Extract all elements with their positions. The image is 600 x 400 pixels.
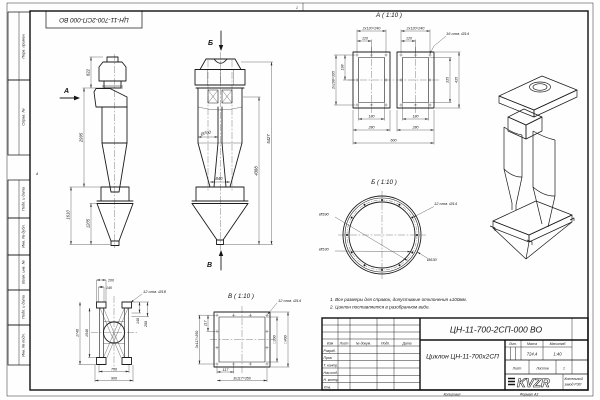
dim-1746: 1746 [75,329,80,337]
dim-holes-b: 12 отв. Ø14 [434,201,457,206]
detail-view-b [318,179,458,279]
detail-v-dims [195,298,302,382]
scale-label: Масштаб [549,342,566,347]
dim-2995: 2995 [78,132,84,143]
sheets-label: Листов [536,366,549,371]
bottom-margin [444,392,539,396]
dim-holes-a: 16 отв. Ø14 [446,31,469,36]
header-izm: Изм [326,341,334,346]
margin-label-inv-podl: Инв. № подл. [21,333,26,357]
sheets-value: 1 [563,366,565,371]
footer-format: Формат А3 [519,392,539,397]
dim-120-left: 120 [362,36,368,41]
row-tkontr: Т. контр. [323,363,339,368]
side-view-outline [94,57,133,246]
dim-holes-v: 12 отв. Ø14 [278,298,301,303]
dim-350-bottom: 3x117=350 [233,376,251,381]
header-doc: № докум. [356,341,371,346]
left-margin-stamps [8,12,30,365]
mass-label: Масса [526,342,538,347]
detail-view-v [195,293,302,382]
dim-280-right: 280 [412,125,419,130]
top-left-stamp [46,11,142,28]
detail-b-label: Б ( 1:10 ) [371,179,397,186]
dim-840: 840 [215,176,223,181]
dim-5427: 5427 [266,134,271,144]
sheet-frame [7,3,593,396]
dim-117-bottom: 117 [222,367,229,372]
dim-4388: 4388 [253,166,259,176]
dim-1546: 1546 [85,329,89,337]
arrow-v-label: В [207,262,213,269]
detail-view-a [332,12,470,145]
arrow-a-label: А [64,88,70,95]
dim-140-top: 140 [106,286,112,290]
dim-240-right: 2x120=240 [406,26,425,31]
arrow-b-label: Б [208,40,213,47]
view-arrow-v-bottom [207,250,223,270]
front-view-dims [198,62,273,245]
dim-822: 822 [85,69,91,76]
dim-117-left: 117 [203,320,208,327]
margin-label-podp1: Подп. и дата [21,187,26,211]
dim-d630: Ø630 [427,257,437,262]
logo-text: KVZR [517,376,550,390]
row-utv: Утв. [323,385,332,390]
view-arrow-a [60,88,80,100]
dim-180-right: 180 [412,114,419,119]
dim-140-right: 140 [135,318,140,324]
company-line-1: Котельный [564,377,583,381]
dim-300: □300 [272,335,277,344]
dim-holes-support: 12 отв. Ø18 [143,289,166,294]
note-line-1: 1. Все размеры для справок, допустимые отклонения ±100мм. [330,297,467,302]
margin-label-vzam: Взам. инв. № [21,260,26,284]
zone-top-label: 1 [296,6,298,10]
title-block [322,318,588,390]
detail-v-label: В ( 1:10 ) [228,293,254,300]
detail-a-label: А ( 1:10 ) [376,12,402,19]
side-view [60,54,133,248]
lit-label: Лит. [509,342,517,347]
sheet-label: Лист [512,366,522,371]
margin-label-sprav: Справ. № [21,108,26,126]
dim-906: 906 [111,376,117,381]
note-line-2: 2. Циклон поставляется в разобранном виде. [330,304,430,310]
dim-600: 600 [390,138,397,143]
drawing-title: Циклон ЦН-11-700х2СП [426,353,499,361]
detail-b-dims [318,201,458,262]
dim-d530: Ø530 [319,246,329,252]
dim-240-left: 2x120=240 [362,26,381,31]
row-razrab: Разраб. [323,348,336,353]
company-logo [508,376,550,390]
scale-value: 1:40 [553,351,562,357]
dim-200-right: 200 [143,321,148,327]
company-line-2: завод РЭП [564,382,582,387]
header-data: Дата [402,341,412,346]
margin-label-perv: Перв. примен. [21,33,26,59]
stamp-doc-number: ЦН-11-700-2СП-000 ВО [59,16,129,23]
dim-1205: 1205 [85,218,91,229]
front-view-outline [192,59,248,245]
dim-280-left: 280 [368,125,375,130]
dim-d700: Ø700 [200,129,212,137]
dim-200-top: 200 [108,278,114,283]
dim-198: 198 [340,64,345,71]
dim-400: □400 [283,335,288,344]
isometric-view [490,76,577,259]
dim-180-left: 180 [368,114,375,119]
margin-label-podp2: Подп. и дата [21,295,26,319]
dim-d590: Ø590 [319,211,329,217]
support-view [76,279,167,383]
header-list: Лист [339,341,349,346]
notes [329,297,467,310]
dim-395: 2x198=395 [331,71,336,89]
dim-335: 335 [445,77,450,83]
dim-706: 706 [111,367,117,372]
dim-435: 435 [454,77,459,83]
dim-1610: 1610 [65,210,71,220]
doc-number: ЦН-11-700-2СП-000 ВО [449,324,543,335]
dim-350-left: 3x117=350 [195,330,199,349]
margin-label-inv-dubl: Инв. № дубл. [21,224,26,248]
footer-copy: Копировал [443,392,461,397]
zone-left-label: А [36,172,39,176]
row-prov: Пров. [323,356,333,361]
row-nkontr: Н. контр. [323,378,339,383]
support-dims [76,279,167,383]
view-arrow-b-top [208,31,223,51]
mass-value: 724,4 [526,351,538,357]
header-podp: Подп. [380,341,391,346]
front-view [192,31,273,270]
dim-120-right: 120 [406,36,412,41]
detail-a-dims [332,27,470,145]
row-nachotd: Нач.отд. [323,370,338,375]
